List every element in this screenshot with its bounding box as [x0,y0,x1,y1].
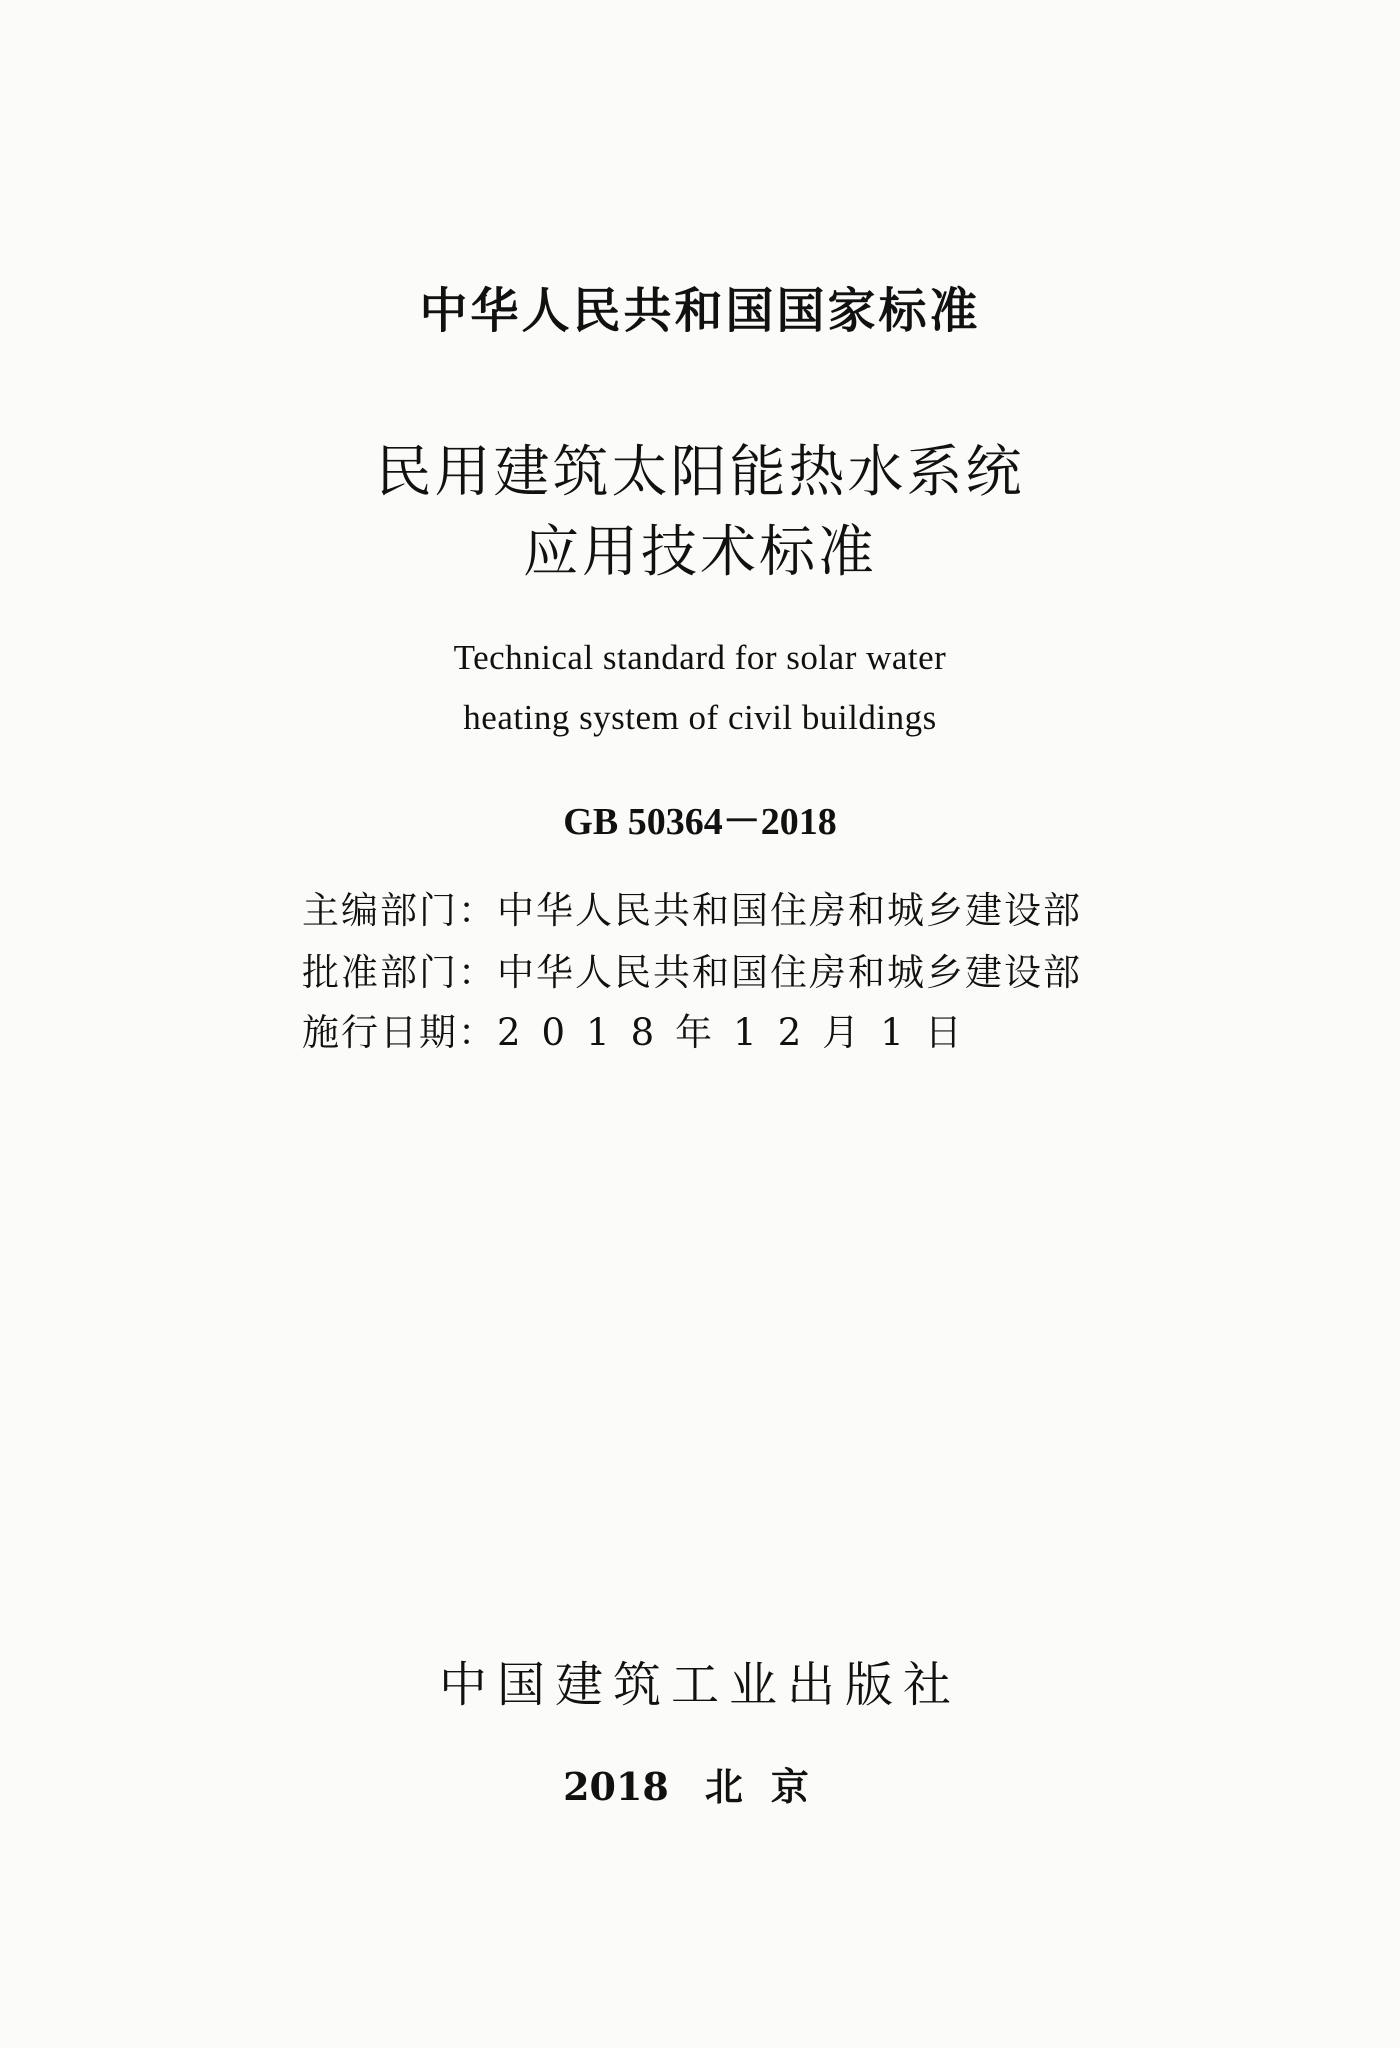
chinese-title-line-1: 民用建筑太阳能热水系统 [375,440,1025,505]
english-title-line-2: heating system of civil buildings [463,698,937,737]
effective-date-value: 2018年12月1日 [497,1011,983,1054]
publisher-name: 中国建筑工业出版社 [438,1657,961,1713]
effective-date-row [302,1002,1302,1056]
english-title-line-1: Technical standard for solar water [453,638,947,677]
approval-row [302,942,1302,996]
publication-year: 2018 [563,1764,669,1809]
publication-city: 北京 [704,1764,837,1809]
chief-editor-value: 中华人民共和国住房和城乡建设部 [497,889,1082,932]
chief-editor-label: 主编部门： [302,889,497,932]
chinese-title-line-2: 应用技术标准 [523,520,877,585]
imprint-line [0,1756,1400,1811]
standard-series: 中华人民共和国国家标准 [419,283,981,339]
approval-label: 批准部门： [302,951,497,994]
standard-code: GB 50364－2018 [563,801,837,843]
effective-date-label: 施行日期： [302,1011,497,1054]
approval-value: 中华人民共和国住房和城乡建设部 [497,951,1082,994]
chief-editor-row [302,880,1302,934]
